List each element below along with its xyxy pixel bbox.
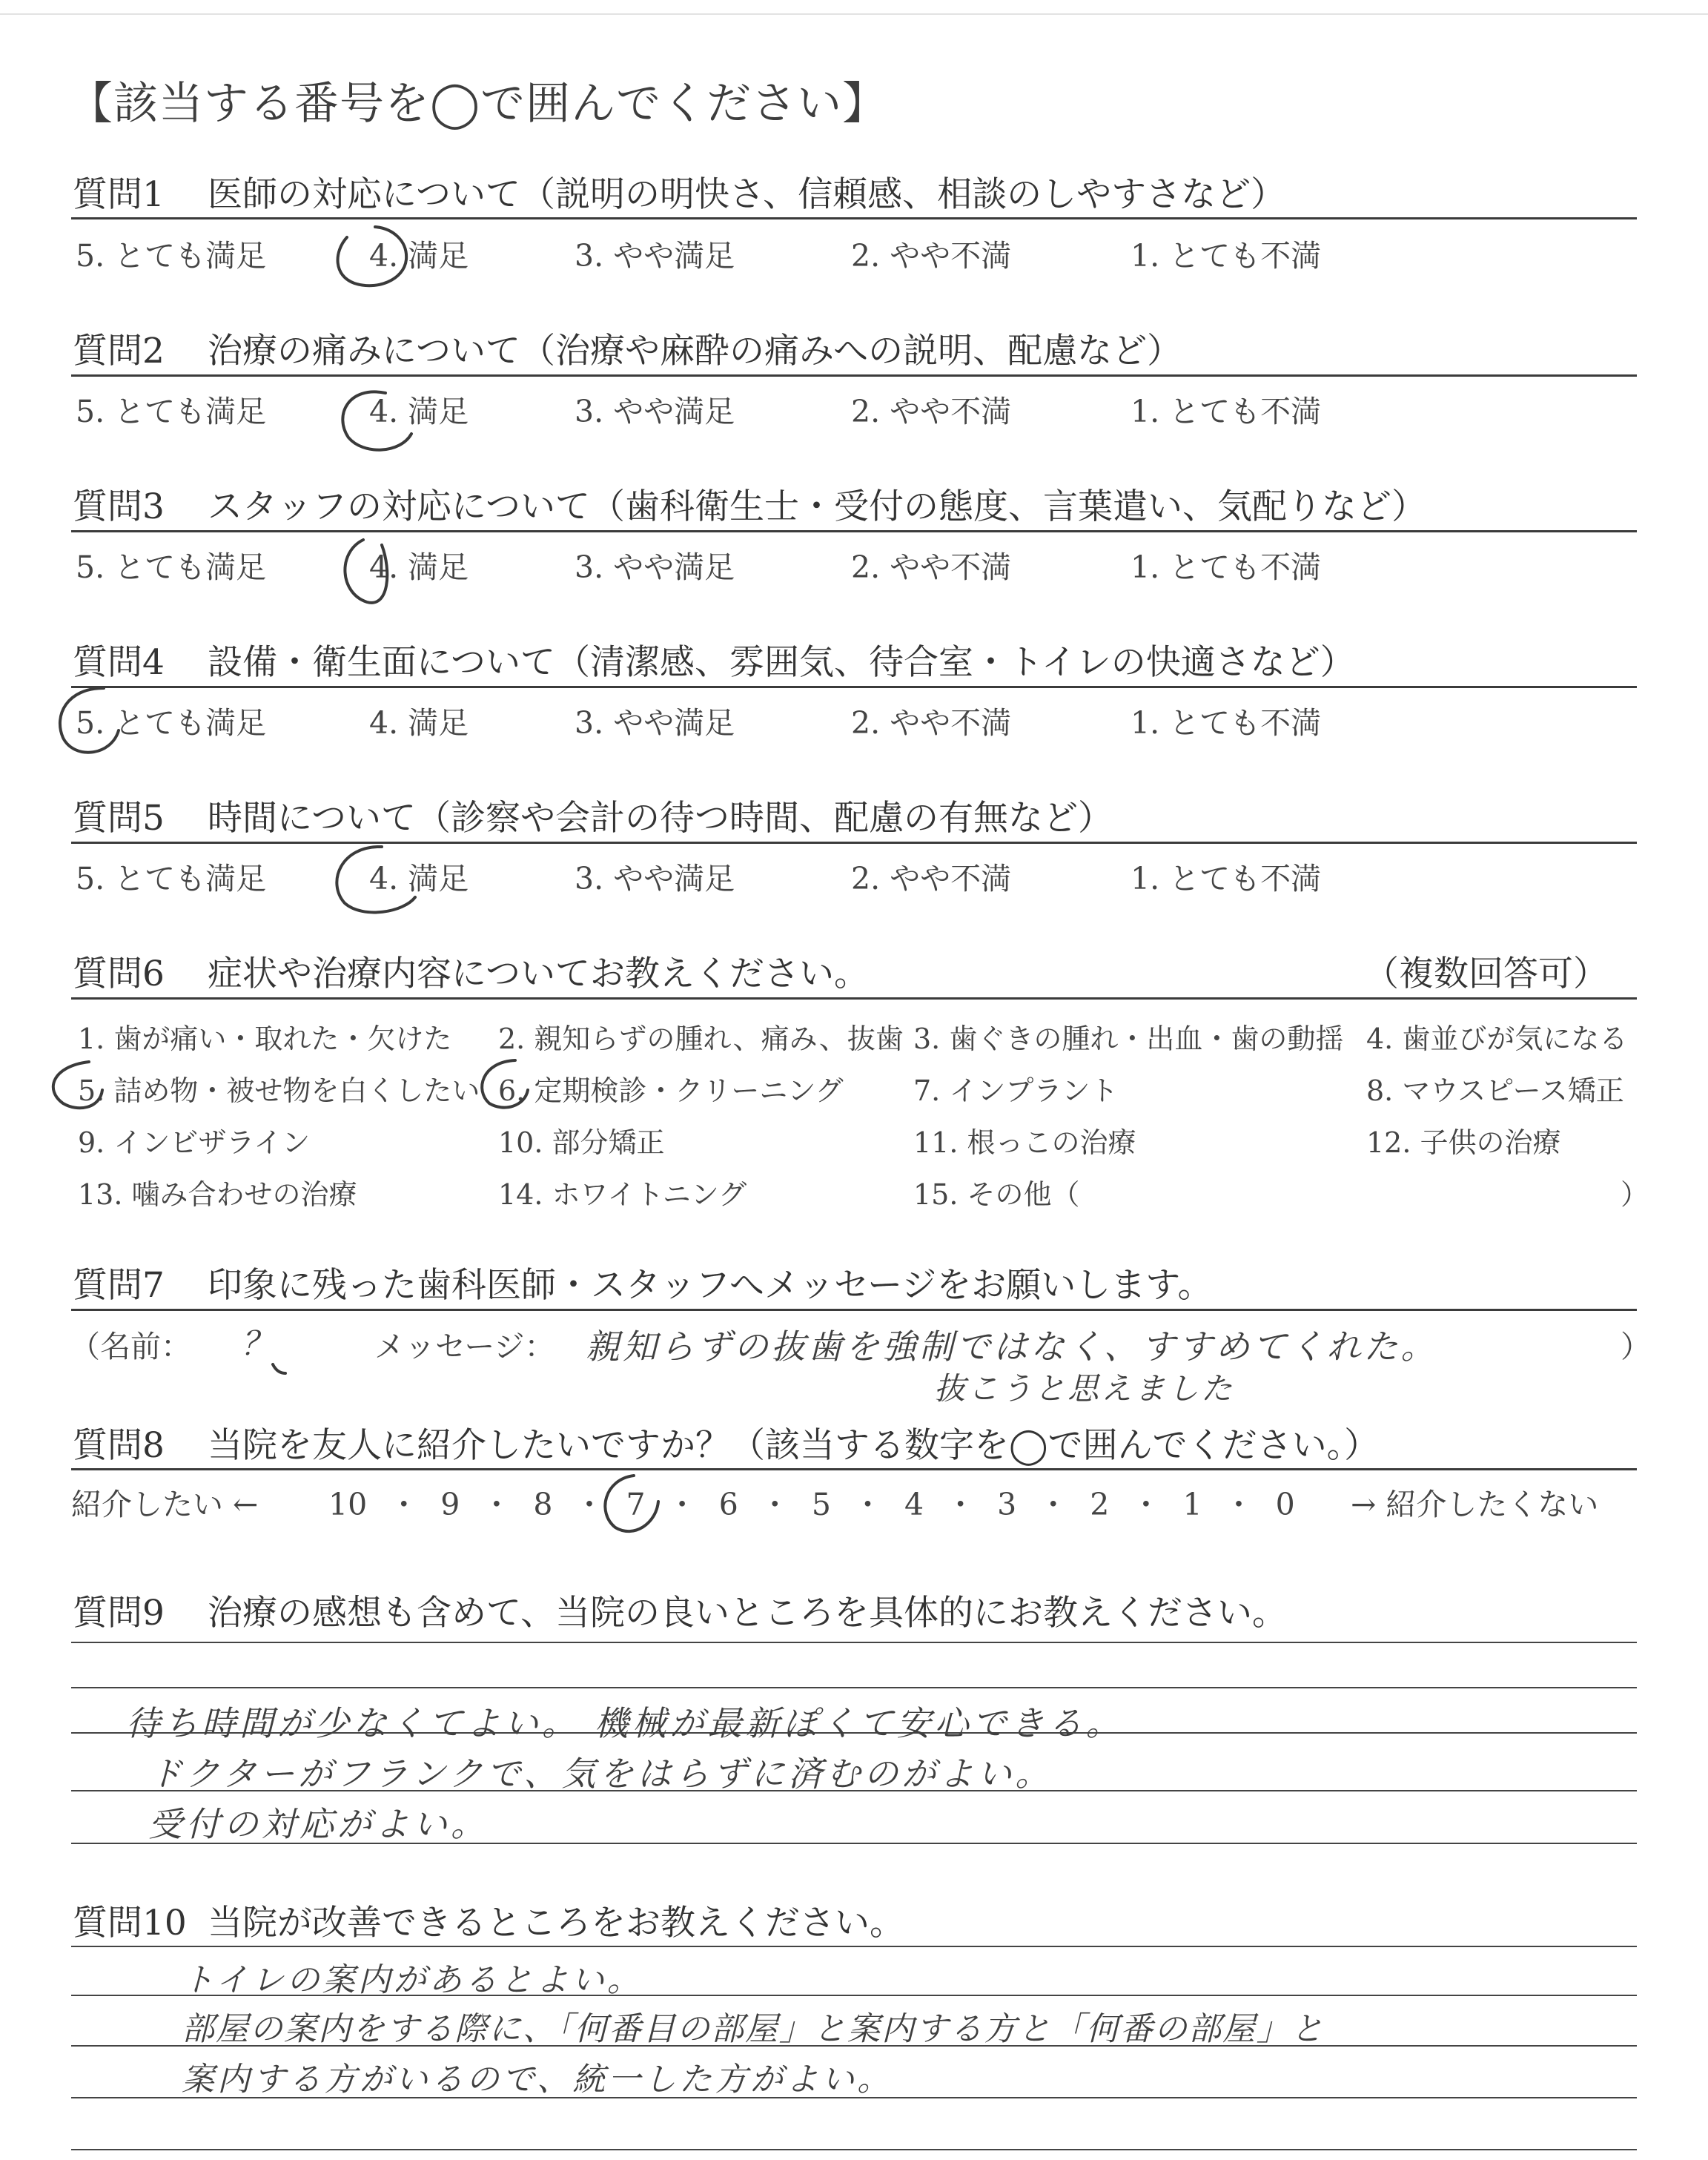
question-6-note: （複数回答可） bbox=[1364, 954, 1608, 994]
question-4-rule bbox=[71, 686, 1637, 688]
q9-answer-1[interactable]: 待ち時間が少なくてよい。 機械が最新ぽくて安心できる。 bbox=[126, 1703, 1124, 1743]
q10-answer-3[interactable]: 案内する方がいるので、統一した方がよい。 bbox=[182, 2061, 893, 2098]
q4-option-4[interactable]: 4. 満足 bbox=[369, 705, 469, 741]
q5-option-3[interactable]: 3. やや満足 bbox=[575, 861, 735, 896]
q2-option-5[interactable]: 5. とても満足 bbox=[76, 394, 267, 429]
q6-item-8[interactable]: 8. マウスピース矯正 bbox=[1366, 1074, 1624, 1107]
q2-option-3[interactable]: 3. やや満足 bbox=[575, 394, 735, 429]
question-10-text: 当院が改善できるところをお教えください。 bbox=[208, 1903, 904, 1943]
q5-option-2[interactable]: 2. やや不満 bbox=[851, 861, 1012, 896]
question-5-label: 質問5 bbox=[73, 798, 165, 839]
q6-item-5[interactable]: 5. 詰め物・被せ物を白くしたい bbox=[78, 1074, 480, 1107]
question-6-text: 症状や治療内容についてお教えください。 bbox=[208, 954, 870, 994]
q5-option-4[interactable]: 4. 満足 bbox=[369, 861, 469, 896]
q4-option-3[interactable]: 3. やや満足 bbox=[575, 705, 735, 741]
question-2-label: 質問2 bbox=[73, 331, 165, 371]
q3-option-3[interactable]: 3. やや満足 bbox=[575, 549, 735, 585]
question-9-text: 治療の感想も含めて、当院の良いところを具体的にお教えください。 bbox=[208, 1593, 1288, 1634]
q6-item-10[interactable]: 10. 部分矯正 bbox=[498, 1126, 665, 1159]
question-4-label: 質問4 bbox=[73, 642, 165, 683]
q3-option-4[interactable]: 4. 満足 bbox=[369, 549, 469, 585]
q10-answer-2[interactable]: 部屋の案内をする際に、「何番目の部屋」と案内する方と「何番の部屋」と bbox=[182, 2010, 1325, 2048]
q9-answer-line-2 bbox=[71, 1687, 1637, 1688]
q10-answer-line-5 bbox=[71, 2149, 1637, 2150]
q6-item-6[interactable]: 6. 定期検診・クリーニング bbox=[498, 1074, 844, 1107]
q6-item-13[interactable]: 13. 噛み合わせの治療 bbox=[78, 1178, 357, 1211]
q10-answer-1[interactable]: トイレの案内があるとよい。 bbox=[182, 1961, 643, 1999]
q7-name-mark bbox=[273, 1364, 285, 1373]
question-1-rule bbox=[71, 217, 1637, 219]
q8-left-label: 紹介したい ← bbox=[71, 1487, 259, 1522]
q9-answer-3[interactable]: 受付の対応がよい。 bbox=[148, 1804, 489, 1844]
q5-option-5[interactable]: 5. とても満足 bbox=[76, 861, 267, 896]
question-2-text: 治療の痛みについて（治療や麻酔の痛みへの説明、配慮など） bbox=[208, 331, 1182, 371]
q2-option-2[interactable]: 2. やや不満 bbox=[851, 394, 1012, 429]
q9-answer-2[interactable]: ドクターがフランクで、気をはらずに済むのがよい。 bbox=[148, 1754, 1053, 1794]
q1-option-5[interactable]: 5. とても満足 bbox=[76, 238, 267, 274]
q9-answer-line-1 bbox=[71, 1642, 1637, 1643]
question-2-rule bbox=[71, 374, 1637, 377]
q4-option-1[interactable]: 1. とても不満 bbox=[1131, 705, 1322, 741]
q1-option-2[interactable]: 2. やや不満 bbox=[851, 238, 1012, 274]
question-3-label: 質問3 bbox=[73, 486, 165, 527]
q6-item-14[interactable]: 14. ホワイトニング bbox=[498, 1178, 747, 1211]
top-border bbox=[0, 13, 1708, 15]
q1-option-3[interactable]: 3. やや満足 bbox=[575, 238, 735, 274]
question-9-label: 質問9 bbox=[73, 1593, 165, 1634]
question-7-label: 質問7 bbox=[73, 1265, 165, 1306]
q3-option-1[interactable]: 1. とても不満 bbox=[1131, 549, 1322, 585]
question-3-text: スタッフの対応について（歯科衛生士・受付の態度、言葉遣い、気配りなど） bbox=[208, 486, 1427, 527]
q2-option-4[interactable]: 4. 満足 bbox=[369, 394, 469, 429]
q6-item-4[interactable]: 4. 歯並びが気になる bbox=[1366, 1023, 1628, 1055]
q6-item-7[interactable]: 7. インプラント bbox=[913, 1074, 1119, 1107]
q6-item-15[interactable]: 15. その他（ bbox=[913, 1178, 1080, 1211]
question-1-label: 質問1 bbox=[73, 174, 165, 215]
q6-item-1[interactable]: 1. 歯が痛い・取れた・欠けた bbox=[78, 1023, 452, 1055]
question-4-text: 設備・衛生面について（清潔感、雰囲気、待合室・トイレの快適さなど） bbox=[208, 642, 1355, 683]
q6-item-11[interactable]: 11. 根っこの治療 bbox=[913, 1126, 1136, 1159]
q1-option-4[interactable]: 4. 満足 bbox=[369, 238, 469, 274]
question-8-text: 当院を友人に紹介したいですか？（該当する数字を◯で囲んでください。） bbox=[208, 1425, 1380, 1466]
q8-scale[interactable]: 10 ・ 9 ・ 8 ・ 7 ・ 6 ・ 5 ・ 4 ・ 3 ・ 2 ・ 1 ・ 0 bbox=[328, 1487, 1295, 1522]
q6-item-3[interactable]: 3. 歯ぐきの腫れ・出血・歯の動揺 bbox=[913, 1023, 1344, 1055]
q3-option-5[interactable]: 5. とても満足 bbox=[76, 549, 267, 585]
question-6-rule bbox=[71, 997, 1637, 1000]
q7-name-label: （名前： bbox=[70, 1329, 191, 1364]
q7-message-line-2[interactable]: 抜こうと思えました bbox=[934, 1370, 1235, 1407]
q7-close: ） bbox=[1621, 1329, 1651, 1364]
q6-item-2[interactable]: 2. 親知らずの腫れ、痛み、抜歯 bbox=[498, 1023, 904, 1055]
question-3-rule bbox=[71, 530, 1637, 532]
q6-item-12[interactable]: 12. 子供の治療 bbox=[1366, 1126, 1561, 1159]
page-heading: 【該当する番号を◯で囲んでください】 bbox=[68, 78, 888, 130]
question-5-rule bbox=[71, 842, 1637, 844]
q7-message-line-1[interactable]: 親知らずの抜歯を強制ではなく、すすめてくれた。 bbox=[586, 1327, 1438, 1367]
q10-answer-line-1 bbox=[71, 1946, 1637, 1947]
q6-item-9[interactable]: 9. インビザライン bbox=[78, 1126, 311, 1159]
question-10-label: 質問10 bbox=[73, 1903, 187, 1943]
q8-right-label: → 紹介したくない bbox=[1351, 1487, 1599, 1522]
q4-option-5[interactable]: 5. とても満足 bbox=[76, 705, 267, 741]
q2-option-1[interactable]: 1. とても不満 bbox=[1131, 394, 1322, 429]
q5-option-1[interactable]: 1. とても不満 bbox=[1131, 861, 1322, 896]
q7-message-label: メッセージ： bbox=[374, 1329, 555, 1364]
q3-option-2[interactable]: 2. やや不満 bbox=[851, 549, 1012, 585]
question-7-rule bbox=[71, 1309, 1637, 1311]
q7-name-value[interactable]: ？ bbox=[241, 1325, 274, 1363]
q1-option-1[interactable]: 1. とても不満 bbox=[1131, 238, 1322, 274]
question-7-text: 印象に残った歯科医師・スタッフへメッセージをお願いします。 bbox=[208, 1265, 1213, 1306]
question-8-label: 質問8 bbox=[73, 1425, 165, 1466]
question-8-rule bbox=[71, 1468, 1637, 1470]
q6-item-15-close: ） bbox=[1621, 1178, 1649, 1211]
question-6-label: 質問6 bbox=[73, 954, 165, 994]
question-1-text: 医師の対応について（説明の明快さ、信頼感、相談のしやすさなど） bbox=[208, 174, 1286, 215]
q4-option-2[interactable]: 2. やや不満 bbox=[851, 705, 1012, 741]
question-5-text: 時間について（診察や会計の待つ時間、配慮の有無など） bbox=[208, 798, 1113, 839]
